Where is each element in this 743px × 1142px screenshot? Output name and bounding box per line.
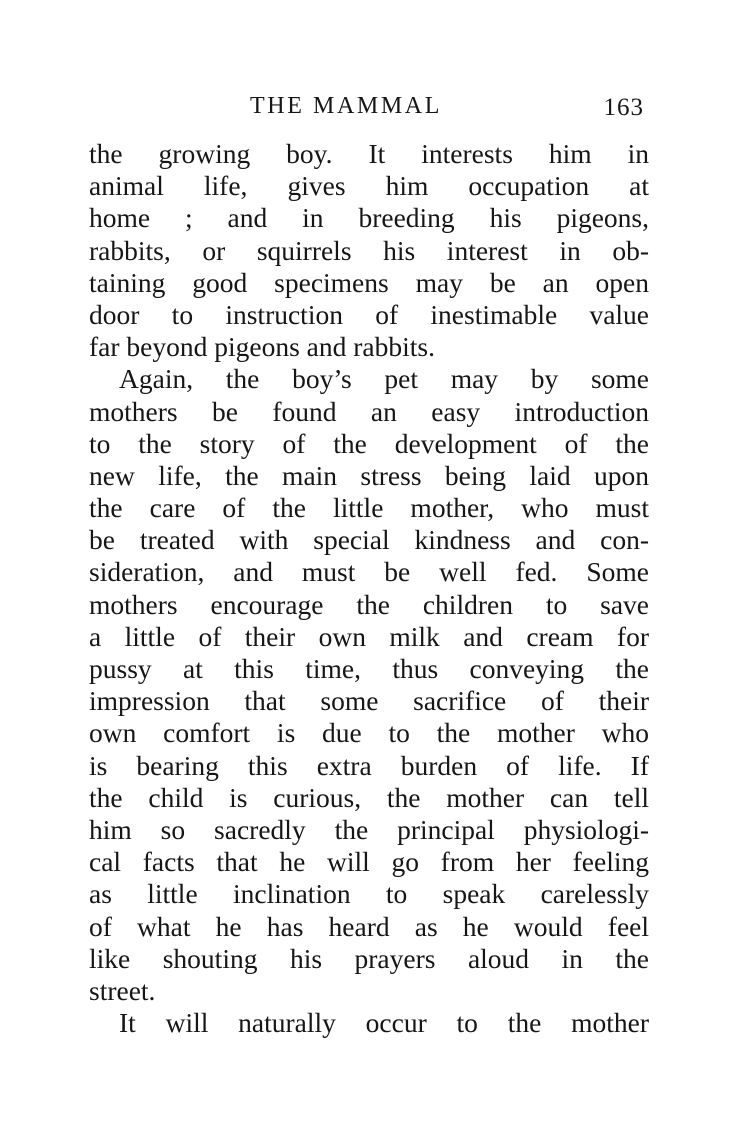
text-line: impression that some sacrifice of their [89,685,649,717]
text-line: of what he has heard as he would feel [89,910,649,942]
text-line: new life, the main stress being laid upon [89,459,649,491]
text-line: like shouting his prayers aloud in the [89,942,649,974]
text-line: sideration, and must be well fed. Some [89,556,649,588]
text-line: the growing boy. It interests him in [89,138,649,169]
text-line: street. [89,974,156,1006]
page-number: 163 [603,94,644,121]
text-line: rabbits, or squirrels his interest in ob- [89,234,649,266]
text-line: own comfort is due to the mother who [89,717,649,749]
text-line: home ; and in breeding his pigeons, [89,202,649,234]
text-line: him so sacredly the principal physiologi- [89,813,649,845]
body-text [89,138,649,1039]
running-head [88,88,648,124]
text-line: the care of the little mother, who must [89,492,649,524]
paragraph-start-line: Again, the boy’s pet may by some [119,363,649,395]
text-line: taining good specimens may be an open [89,266,649,298]
text-line: as little inclination to speak carelessly [89,878,649,910]
text-line: be treated with special kindness and con- [89,524,649,556]
text-line: a little of their own milk and cream for [89,620,649,652]
text-line: pussy at this time, thus conveying the [89,653,649,684]
text-line: to the story of the development of the [89,427,649,459]
text-line: far beyond pigeons and rabbits. [89,331,435,363]
text-line: animal life, gives him occupation at [89,170,649,202]
text-line: door to instruction of inestimable value [89,298,649,330]
paragraph-start-line: It will naturally occur to the mother [119,1007,649,1039]
text-line: the child is curious, the mother can tell [89,781,649,813]
text-line: mothers be found an easy introduction [89,395,649,427]
running-title: THE MAMMAL [250,93,442,119]
text-line: mothers encourage the children to save [89,588,649,620]
text-line: is bearing this extra burden of life. If [89,749,649,781]
text-line: cal facts that he will go from her feeling [89,846,649,878]
